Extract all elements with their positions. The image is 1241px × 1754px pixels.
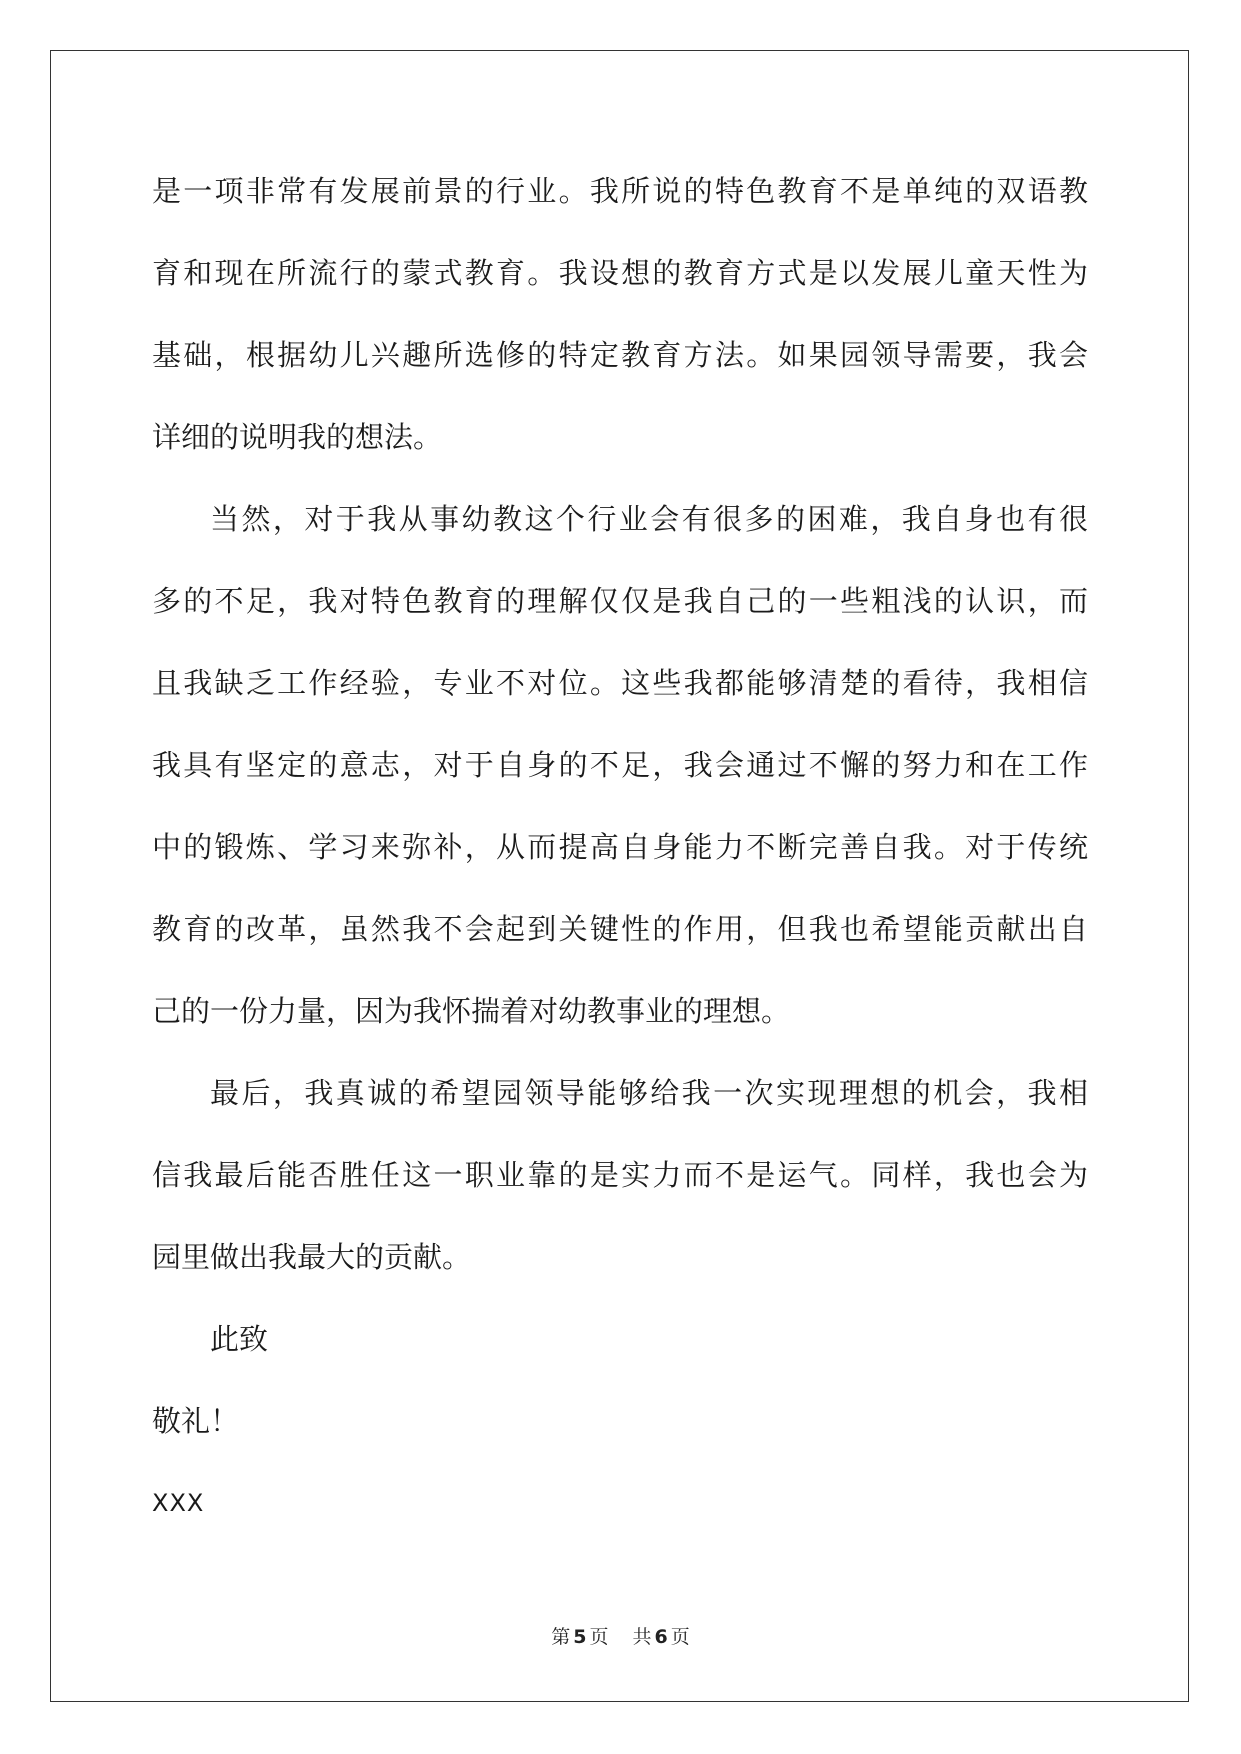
- body-line-4: 详细的说明我的想法。: [152, 420, 443, 454]
- closing-salutation: 此致: [210, 1322, 269, 1356]
- body-line-3: 基础，根据幼儿兴趣所选修的特定教育方法。如果园领导需要，我会: [152, 338, 1088, 372]
- page-footer: [0, 1622, 1241, 1649]
- body-line-13: 信我最后能否胜任这一职业靠的是实力而不是运气。同样，我也会为: [152, 1158, 1088, 1192]
- closing-regards: 敬礼！: [152, 1404, 240, 1438]
- body-line-11: 己的一份力量，因为我怀揣着对幼教事业的理想。: [152, 994, 791, 1028]
- footer-prefix: 第: [551, 1626, 571, 1648]
- body-line-6: 多的不足，我对特色教育的理解仅仅是我自己的一些粗浅的认识，而: [152, 584, 1088, 618]
- body-line-10: 教育的改革，虽然我不会起到关键性的作用，但我也希望能贡献出自: [152, 912, 1088, 946]
- body-line-12: 最后，我真诚的希望园领导能够给我一次实现理想的机会，我相: [210, 1076, 1088, 1110]
- footer-total-prefix: 共: [632, 1626, 652, 1648]
- body-line-8: 我具有坚定的意志，对于自身的不足，我会通过不懈的努力和在工作: [152, 748, 1088, 782]
- letter-body: [152, 150, 1088, 1544]
- body-line-1: 是一项非常有发展前景的行业。我所说的特色教育不是单纯的双语教: [152, 174, 1088, 208]
- total-pages-number: 6: [654, 1626, 668, 1648]
- footer-total-unit: 页: [670, 1626, 690, 1648]
- body-line-9: 中的锻炼、学习来弥补，从而提高自身能力不断完善自我。对于传统: [152, 830, 1088, 864]
- body-line-14: 园里做出我最大的贡献。: [152, 1240, 472, 1274]
- current-page-number: 5: [573, 1626, 587, 1648]
- footer-page-unit: 页: [589, 1626, 609, 1648]
- signature: XXX: [152, 1489, 205, 1517]
- body-line-2: 育和现在所流行的蒙式教育。我设想的教育方式是以发展儿童天性为: [152, 256, 1088, 290]
- body-line-5: 当然，对于我从事幼教这个行业会有很多的困难，我自身也有很: [210, 502, 1088, 536]
- body-line-7: 且我缺乏工作经验，专业不对位。这些我都能够清楚的看待，我相信: [152, 666, 1088, 700]
